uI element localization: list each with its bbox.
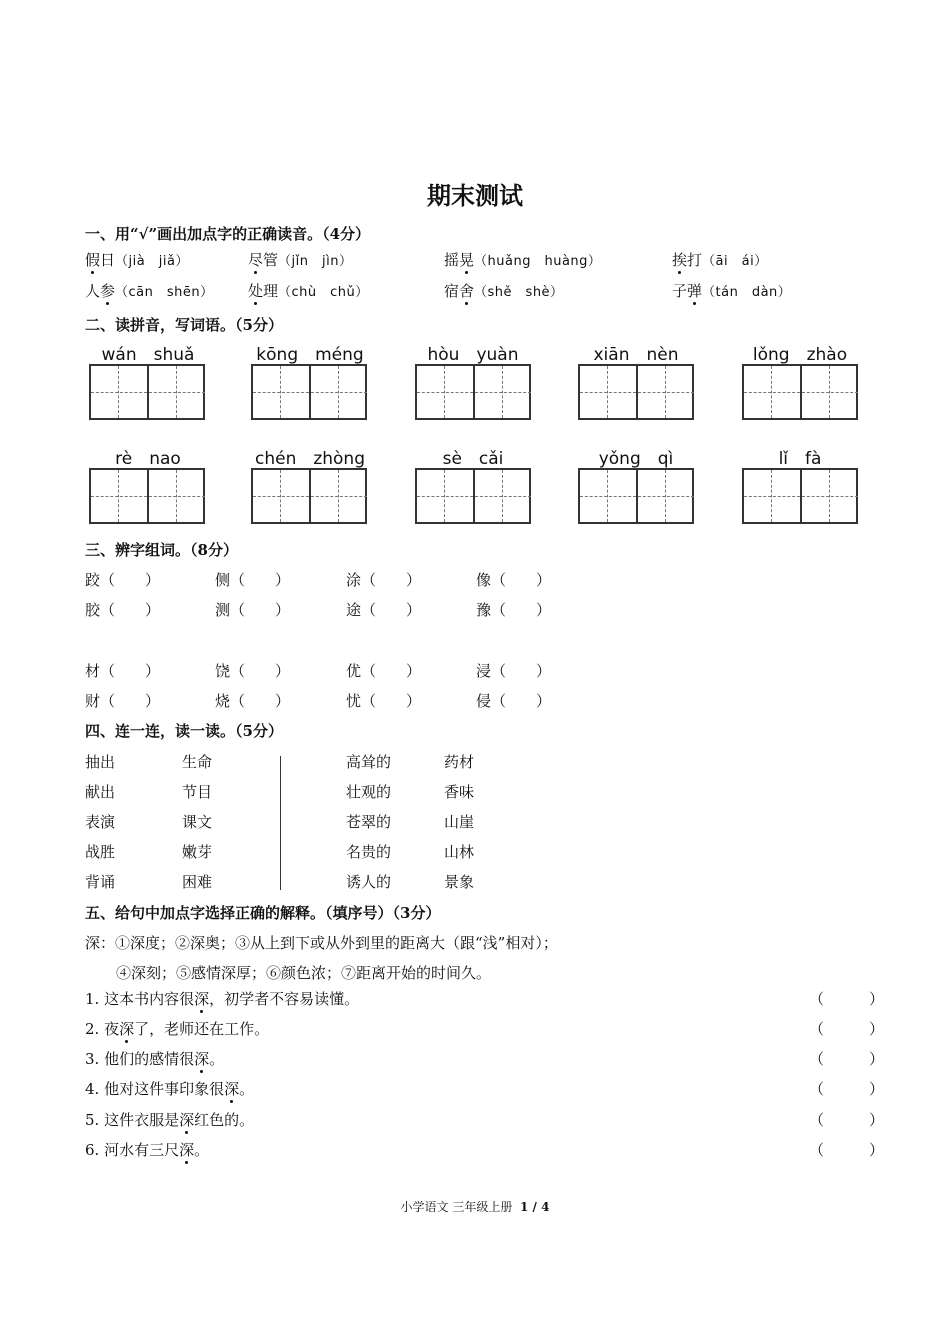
writing-grid[interactable] [415,468,531,524]
match-right: 生命 [182,753,213,771]
s3-cell: 像（ ） [476,571,552,589]
section3-heading: 三、辨字组词。（8分） [85,541,238,559]
match-right: 山崖 [444,813,475,831]
sentence: 5. 这件衣服是深红色的。 [85,1111,255,1129]
match-left: 壮观的 [346,783,392,801]
match-right: 香味 [444,783,475,801]
page-footer: 小学语文 三年级上册 1 / 4 [400,1200,550,1214]
pinyin-label: lǒng zhào [752,345,848,365]
writing-grid[interactable] [578,468,694,524]
s1-item-1: 假日（jià jiǎ） [85,251,189,269]
match-left: 抽出 [85,753,116,771]
pinyin-label: hòu yuàn [427,345,519,365]
sentence: 4. 他对这件事印象很深。 [85,1080,255,1098]
s3-cell: 饶（ ） [215,662,291,680]
match-left: 表演 [85,813,116,831]
writing-grid[interactable] [415,364,531,420]
sentence: 3. 他们的感情很深。 [85,1050,225,1068]
match-left: 背诵 [85,873,116,891]
section4-heading: 四、连一连，读一读。（5分） [85,722,283,740]
match-right: 困难 [182,873,213,891]
match-left: 高耸的 [346,753,392,771]
answer-blank[interactable]: （ ） [809,1111,885,1129]
pinyin-label: lǐ fà [778,449,822,469]
match-right: 课文 [182,813,213,831]
writing-grid[interactable] [251,364,367,420]
answer-blank[interactable]: （ ） [809,990,885,1008]
writing-grid[interactable] [742,468,858,524]
s3-cell: 财（ ） [85,692,161,710]
writing-grid[interactable] [89,468,205,524]
s3-cell: 材（ ） [85,662,161,680]
pinyin-label: xiān nèn [593,345,679,365]
s1-item-4: 挨打（āi ái） [672,251,768,269]
s1-item-6: 处理（chù chǔ） [248,282,369,300]
s3-cell: 涂（ ） [346,571,422,589]
section1-heading: 一、用“√”画出加点字的正确读音。（4分） [85,225,371,243]
match-left: 苍翠的 [346,813,392,831]
definition-line-2: ④深刻；⑤感情深厚；⑥颜色浓；⑦距离开始的时间久。 [116,964,492,982]
answer-blank[interactable]: （ ） [809,1020,885,1038]
pinyin-label: wán shuǎ [101,345,195,365]
pinyin-label: yǒng qì [598,449,674,469]
s3-cell: 侧（ ） [215,571,291,589]
writing-grid[interactable] [251,468,367,524]
s1-item-3: 摇晃（huǎng huàng） [444,251,602,269]
s3-cell: 测（ ） [215,601,291,619]
answer-blank[interactable]: （ ） [809,1050,885,1068]
s3-cell: 侵（ ） [476,692,552,710]
sentence: 6. 河水有三尺深。 [85,1141,210,1159]
section2-heading: 二、读拼音，写词语。（5分） [85,316,283,334]
sentence: 1. 这本书内容很深，初学者不容易读懂。 [85,990,360,1008]
match-right: 嫩芽 [182,843,213,861]
pinyin-label: chén zhòng [254,449,366,469]
page-title: 期末测试 [427,181,523,210]
s3-cell: 浸（ ） [476,662,552,680]
page-number: 1 / 4 [520,1200,550,1214]
section5-heading: 五、给句中加点字选择正确的解释。（填序号）（3分） [85,904,441,922]
pinyin-label: kōng méng [256,345,364,365]
definition-line-1: 深：①深度；②深奥；③从上到下或从外到里的距离大（跟“浅”相对）； [85,934,558,952]
answer-blank[interactable]: （ ） [809,1141,885,1159]
pinyin-label: rè nao [115,449,181,469]
match-right: 节目 [182,783,213,801]
s1-item-8: 子弹（tán dàn） [672,282,792,300]
s1-item-7: 宿舍（shě shè） [444,282,564,300]
s3-cell: 跤（ ） [85,571,161,589]
s3-cell: 豫（ ） [476,601,552,619]
s3-cell: 烧（ ） [215,692,291,710]
s1-item-2: 尽管（jǐn jìn） [248,251,353,269]
writing-grid[interactable] [578,364,694,420]
match-right: 山林 [444,843,475,861]
s1-item-5: 人参（cān shēn） [85,282,214,300]
s3-cell: 优（ ） [346,662,422,680]
pinyin-label: sè cǎi [442,449,504,469]
s3-cell: 胶（ ） [85,601,161,619]
s3-cell: 途（ ） [346,601,422,619]
sentence: 2. 夜深了，老师还在工作。 [85,1020,270,1038]
match-left: 名贵的 [346,843,392,861]
writing-grid[interactable] [89,364,205,420]
match-right: 景象 [444,873,475,891]
match-left: 战胜 [85,843,116,861]
column-divider [280,756,281,890]
writing-grid[interactable] [742,364,858,420]
match-left: 诱人的 [346,873,392,891]
match-left: 献出 [85,783,116,801]
s3-cell: 忧（ ） [346,692,422,710]
answer-blank[interactable]: （ ） [809,1080,885,1098]
match-right: 药材 [444,753,475,771]
